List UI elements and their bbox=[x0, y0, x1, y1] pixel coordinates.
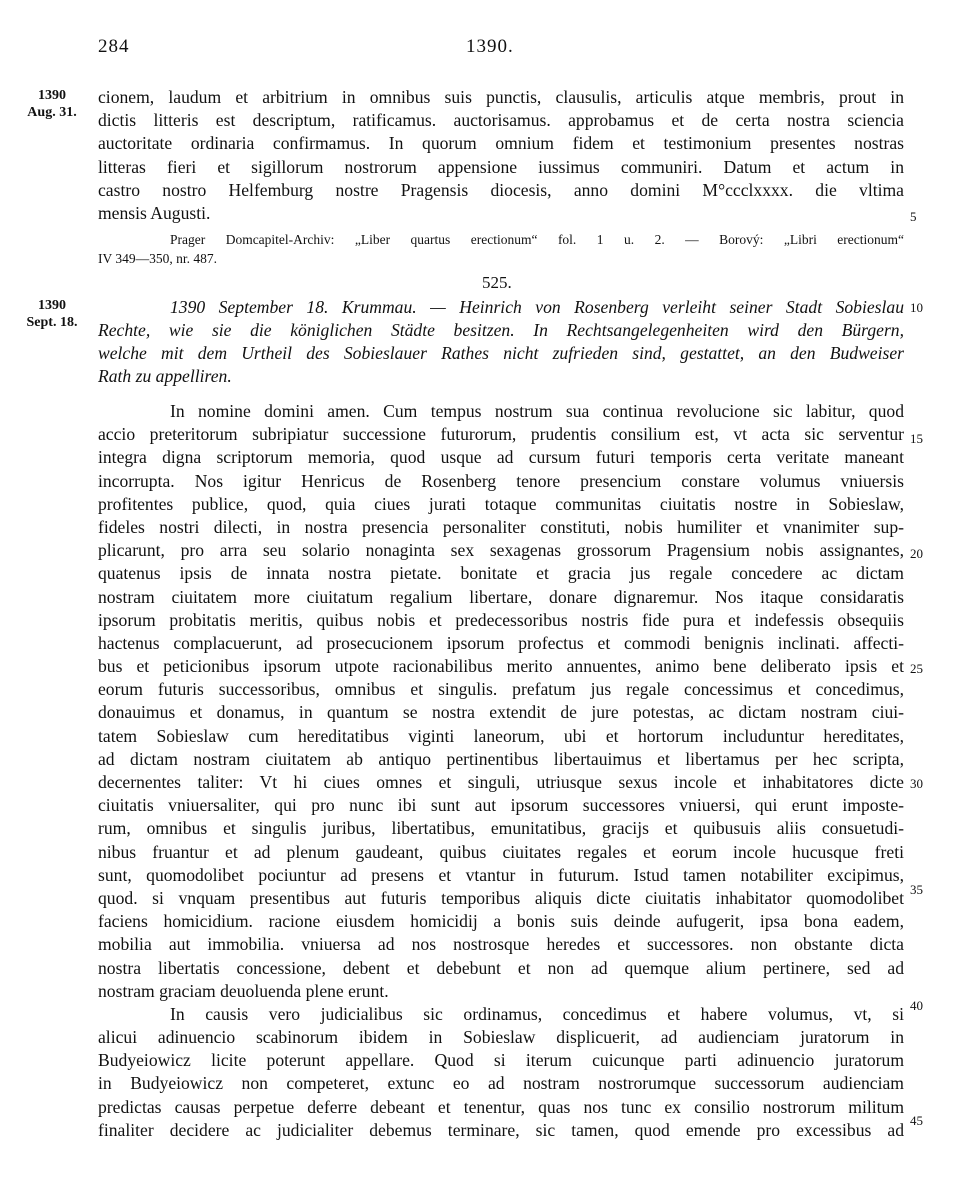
body-line: predictas causas perpetue deferre debeant et tenentur, quas nos tunc ex consilio nostrorum militum bbox=[98, 1096, 904, 1117]
source-line: IV 349—350, nr. 487. bbox=[98, 251, 218, 266]
continuation-text bbox=[98, 86, 904, 225]
margin-date-top bbox=[18, 87, 86, 121]
margin-year: 1390 bbox=[38, 88, 66, 103]
body-line: decernentes taliter: Vt hi ciues omnes et singuli, utriusque sexus incole et inhabitatores dicte bbox=[98, 772, 904, 792]
body-line: nostram graciam deuoluenda plene erunt. bbox=[98, 980, 389, 1001]
regest-line: welche mit dem Urtheil des Sobieslauer Rathes nicht zufrieden sind, gestattet, an den Budweiser bbox=[98, 343, 904, 363]
running-title: 1390. bbox=[466, 36, 514, 57]
body-line: accio preteritorum subripiatur successione futurorum, prudentis consilium est, vt acta sic serventur bbox=[98, 424, 904, 445]
margin-day: Sept. 18. bbox=[26, 315, 78, 330]
body-line: Budyeiowicz licite poterunt appellare. Quod si iterum cuicunque parti adinuencio juratorum bbox=[98, 1050, 904, 1071]
body-line: in Budyeiowicz non competeret, extunc eo ad nostram nostrorumque successorum audienciam bbox=[98, 1073, 904, 1094]
text-line: cionem, laudum et arbitrium in omnibus suis punctis, clausulis, articulis atque membris, prout in bbox=[98, 87, 904, 107]
text-line: auctoritate ordinaria confirmamus. In quorum omnium fidem et testimonium presentes nostras bbox=[98, 133, 904, 154]
text-line: mensis Augusti. bbox=[98, 202, 211, 223]
line-number: 15 bbox=[910, 431, 923, 446]
body-line: quatenus ipsis de innata nostra pietate. bonitate et gracia jus regale concedere ac dictam bbox=[98, 563, 904, 584]
body-line: ad dictam nostram ciuitatem ab antiquo pertinentibus libertauimus et libertamus per hec scripta, bbox=[98, 748, 904, 769]
body-line: donauimus et donamus, in quantum se nostra extendit de jure potestas, ac dictam nostram ciui- bbox=[98, 702, 904, 723]
body-line: tatem Sobieslaw cum hereditatibus viginti laneorum, ubi et hortorum includuntur hereditates, bbox=[98, 725, 904, 746]
source-line: Prager Domcapitel-Archiv: „Liber quartus erectionum“ fol. 1 u. 2. — Borový: „Libri erectionum“ bbox=[170, 232, 904, 247]
document-body bbox=[98, 400, 904, 1142]
line-number: 10 bbox=[910, 300, 923, 315]
text-line: dictis litteris est descriptum, ratificamus. auctorisamus. approbamus et de certa nostra sciencia bbox=[98, 110, 904, 131]
body-line: sunt, quomodolibet pociuntur ad presens et vtantur in futurum. Istud tamen notabiliter excipimus, bbox=[98, 864, 904, 885]
line-number: 45 bbox=[910, 1113, 923, 1128]
margin-date-document bbox=[18, 297, 86, 331]
line-number: 35 bbox=[910, 882, 923, 897]
body-line: ipsorum probitatis meritis, quibus nobis et predecessoribus nostris fide pura et indefessis obsequiis bbox=[98, 609, 904, 630]
body-line: nostra libertatis concessione, debent et debebunt et non ad quemque alium pertinere, sed ad bbox=[98, 957, 904, 978]
text-line: castro nostro Helfemburg nostre Pragensis diocesis, anno domini M°ccclxxxx. die vltima bbox=[98, 179, 904, 200]
regest-line: Rechte, wie sie die königlichen Städte besitzen. In Rechtsangelegenheiten wird den Bürgern, bbox=[98, 320, 904, 340]
body-line: nibus fruantur et ad plenum gaudeant, quibus ciuitates regales et eorum incole hucusque freti bbox=[98, 841, 904, 862]
body-line: In nomine domini amen. Cum tempus nostrum sua continua revolucione sic labitur, quod bbox=[170, 401, 904, 421]
body-line: mobilia aut immobilia. vniuersa ad nos nostrosque heredes et successores. non obstante dicta bbox=[98, 934, 904, 955]
line-number: 30 bbox=[910, 776, 923, 791]
line-number: 5 bbox=[910, 209, 917, 224]
body-line: fideles nostri dilecti, in nostra presencia personaliter constituti, nobis humiliter et vnanimiter sup- bbox=[98, 516, 904, 537]
document-number: 525. bbox=[482, 273, 512, 292]
line-number: 40 bbox=[910, 998, 923, 1013]
body-line: profitentes publice, quod, quia ciues jurati totaque communitas ciuitatis nostre in Sobieslaw, bbox=[98, 493, 904, 514]
page-number: 284 bbox=[98, 36, 130, 57]
body-line: bus et peticionibus ipsorum utpote racionabilibus merito annuentes, animo bene deliberato ipsis et bbox=[98, 656, 904, 677]
body-line: alicui adinuencio scabinorum ibidem in Sobieslaw displicuerit, ad audienciam juratorum in bbox=[98, 1027, 904, 1048]
line-number: 25 bbox=[910, 661, 923, 676]
source-note bbox=[98, 230, 904, 268]
body-line: faciens homicidium. racione eiusdem homicidij a bonis suis deinde aufugerit, ipsa bona eadem, bbox=[98, 911, 904, 932]
margin-day: Aug. 31. bbox=[27, 105, 77, 120]
line-number: 20 bbox=[910, 546, 923, 561]
regest-line: Rath zu appelliren. bbox=[98, 366, 232, 386]
body-line: rum, omnibus et singulis juribus, libertatibus, emunitatibus, gracijs et quibusuis aliis consuetudi- bbox=[98, 818, 904, 839]
margin-year: 1390 bbox=[38, 298, 66, 313]
body-line: integra digna scriptorum memoria, quod usque ad cursum futuri temporis certa veritate maneant bbox=[98, 447, 904, 468]
regest-line: 1390 September 18. Krummau. — Heinrich von Rosenberg verleiht seiner Stadt Sobieslau bbox=[170, 297, 904, 317]
body-line: In causis vero judicialibus sic ordinamus, concedimus et habere volumus, vt, si bbox=[170, 1003, 904, 1024]
body-line: eorum futuris successoribus, omnibus et singulis. prefatum jus regale concessimus et concedimus, bbox=[98, 679, 904, 700]
body-line: ciuitatis vniuersaliter, qui pro nunc ibi sunt aut ipsorum successores vniuersi, qui erunt imposte- bbox=[98, 795, 904, 816]
regest bbox=[98, 296, 904, 388]
text-line: litteras fieri et sigillorum nostrorum appensione iussimus communiri. Datum et actum in bbox=[98, 156, 904, 177]
body-line: plicarunt, pro arra seu solario nonaginta sex sexagenas grossorum Pragensium nobis assignantes, bbox=[98, 540, 904, 561]
body-line: finaliter decidere ac judicialiter debemus terminare, sic tamen, quod emende pro excessibus ad bbox=[98, 1119, 904, 1140]
body-line: quod. si vnquam presentibus aut futuris temporibus aliquis dicte ciuitatis inhabitator quomodolibet bbox=[98, 887, 904, 908]
body-line: nostram ciuitatem more ciuitatum regalium libertare, donare dignaremur. Nos itaque considaratis bbox=[98, 586, 904, 607]
body-line: incorrupta. Nos igitur Henricus de Rosenberg tenore presencium constare volumus vniuersis bbox=[98, 470, 904, 491]
body-line: hactenus complacuerunt, ad prosecucionem ipsorum profectus et commodi benignis inclinati. affecti- bbox=[98, 632, 904, 653]
